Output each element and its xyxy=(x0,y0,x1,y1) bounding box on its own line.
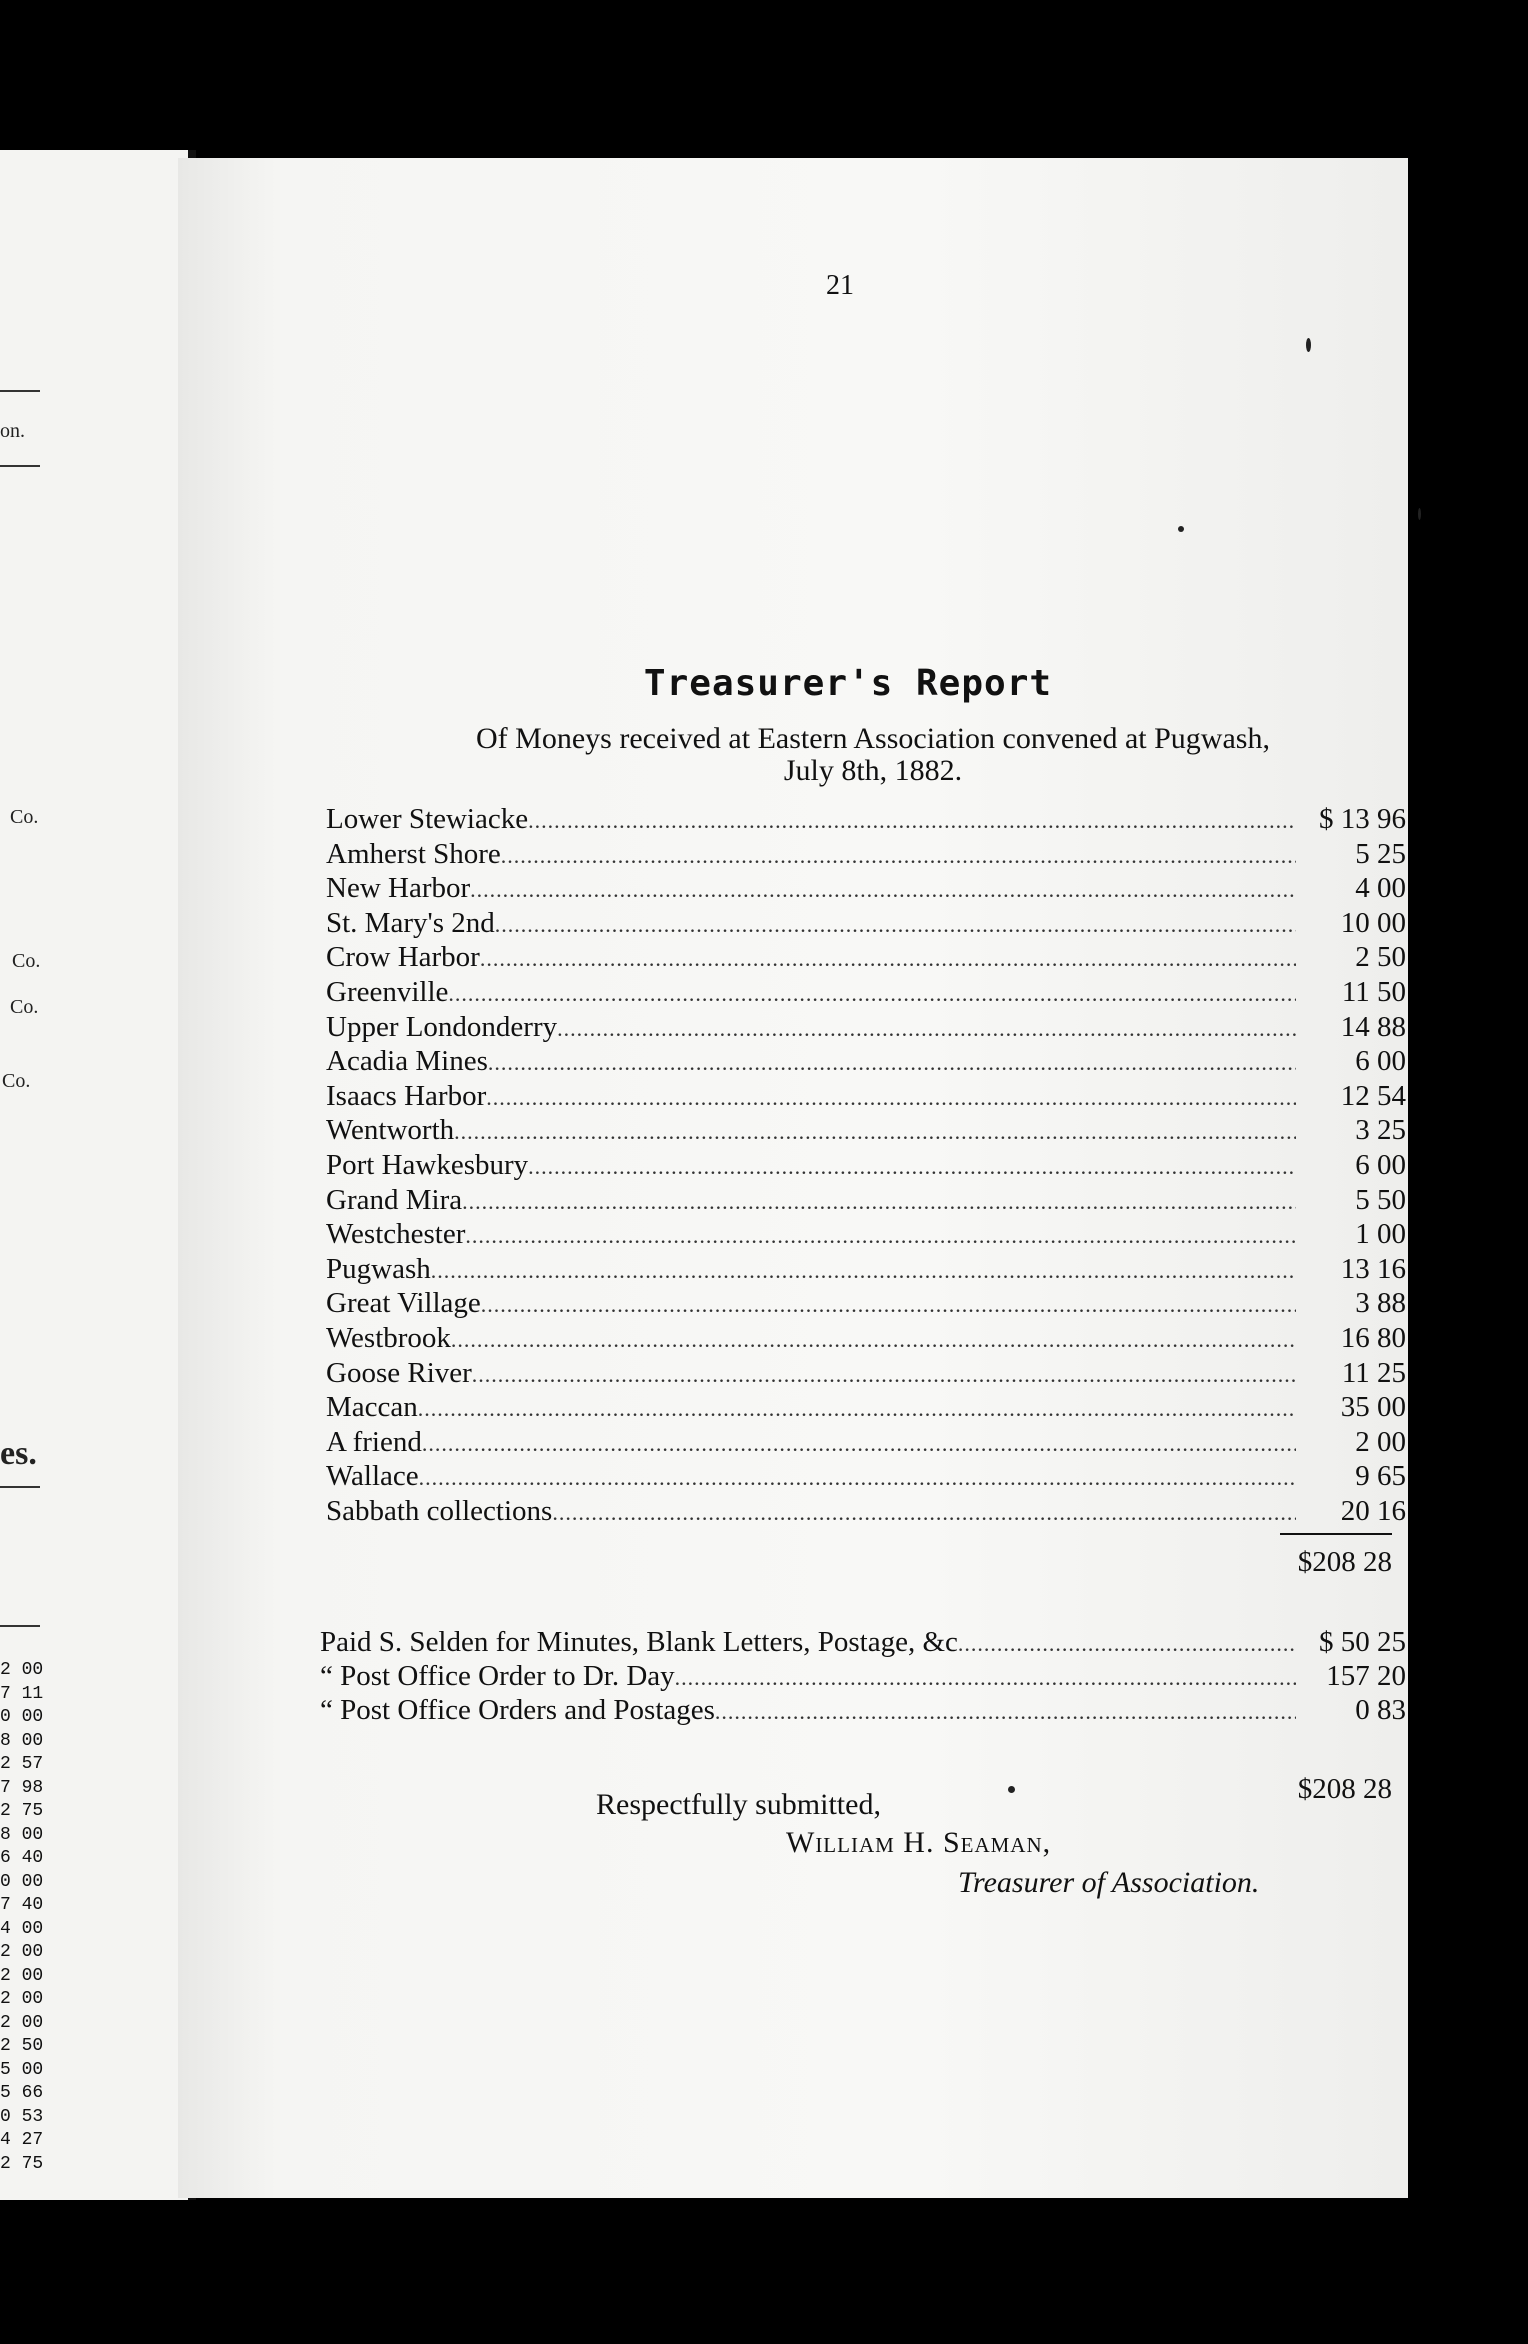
leader-dots xyxy=(462,1189,1296,1215)
row-label: Maccan xyxy=(326,1391,418,1424)
fragment-text: es. xyxy=(0,1435,37,1472)
fragment-number: 2 00 xyxy=(0,1660,44,1680)
leader-dots xyxy=(958,1631,1296,1657)
row-label: St. Mary's 2nd xyxy=(326,906,495,939)
receipt-row xyxy=(326,1357,1406,1392)
leader-dots xyxy=(480,946,1296,972)
receipt-row xyxy=(326,1011,1406,1046)
divider xyxy=(0,1486,40,1488)
row-label: Goose River xyxy=(326,1356,472,1389)
receipt-row xyxy=(326,1460,1406,1495)
signatory-role: Treasurer of Association. xyxy=(958,1866,1260,1899)
receipt-row xyxy=(326,1253,1406,1288)
receipt-row xyxy=(326,1391,1406,1426)
receipt-row xyxy=(326,1080,1406,1115)
receipt-row xyxy=(326,1114,1406,1149)
row-label: New Harbor xyxy=(326,872,471,905)
fragment-number: 0 00 xyxy=(0,1707,44,1727)
receipt-row xyxy=(326,1149,1406,1184)
row-amount: 6 00 xyxy=(1355,1148,1406,1181)
row-amount: 2 50 xyxy=(1355,941,1406,974)
leader-dots xyxy=(465,1223,1296,1249)
fragment-number: 8 00 xyxy=(0,1824,44,1845)
fragment-number: 7 40 xyxy=(0,1895,44,1915)
row-label: Westchester xyxy=(326,1218,466,1251)
row-amount: 5 25 xyxy=(1355,837,1406,870)
leader-dots xyxy=(448,981,1296,1007)
report-subtitle xyxy=(328,723,1418,787)
row-amount: 1 00 xyxy=(1355,1218,1406,1251)
row-amount: $ 13 96 xyxy=(1319,803,1406,835)
subtitle-date: July 8th, 1882. xyxy=(783,754,963,787)
fragment-number: 0 53 xyxy=(0,2106,44,2127)
leader-dots xyxy=(528,808,1296,834)
receipts-total: $208 28 xyxy=(1297,1546,1392,1578)
payment-row xyxy=(320,1660,1406,1694)
leader-dots xyxy=(488,1050,1296,1076)
receipt-row xyxy=(326,1287,1406,1322)
receipt-row xyxy=(326,1045,1406,1080)
row-amount: 12 54 xyxy=(1340,1079,1406,1112)
receipt-row xyxy=(326,872,1406,907)
row-amount: 13 16 xyxy=(1340,1252,1406,1285)
row-label: Acadia Mines xyxy=(326,1045,488,1078)
report-page xyxy=(178,158,1408,2198)
fragment-number: 2 00 xyxy=(0,1965,44,1986)
row-amount: 14 88 xyxy=(1340,1010,1406,1043)
row-amount: 11 50 xyxy=(1341,975,1406,1008)
row-label: Grand Mira xyxy=(326,1183,463,1216)
leader-dots xyxy=(675,1665,1296,1691)
fragment-number: 7 11 xyxy=(0,1683,44,1704)
row-amount: 3 25 xyxy=(1355,1114,1406,1147)
row-amount: $ 50 25 xyxy=(1319,1626,1406,1658)
leader-dots xyxy=(451,1327,1296,1353)
print-speck xyxy=(1008,1786,1015,1793)
receipt-row xyxy=(326,1184,1406,1219)
row-amount: 5 50 xyxy=(1355,1183,1406,1216)
fragment-text: Co. xyxy=(2,1070,31,1092)
row-amount: 2 00 xyxy=(1355,1425,1406,1458)
row-label: “ Post Office Orders and Postages xyxy=(320,1694,715,1726)
receipt-row xyxy=(326,838,1406,873)
leader-dots xyxy=(419,1465,1296,1491)
row-label: Great Village xyxy=(326,1287,481,1320)
report-title: Treasurer's Report xyxy=(643,663,1053,704)
receipt-row xyxy=(326,1426,1406,1461)
row-amount: 0 83 xyxy=(1355,1694,1406,1726)
row-amount: 6 00 xyxy=(1355,1045,1406,1078)
row-amount: 10 00 xyxy=(1340,906,1406,939)
leader-dots xyxy=(557,1016,1296,1042)
leader-dots xyxy=(454,1119,1296,1145)
subtitle-line: Of Moneys received at Eastern Association convened at Pugwash, xyxy=(476,722,1270,755)
receipt-row xyxy=(326,803,1406,838)
fragment-number: 5 66 xyxy=(0,2083,44,2103)
row-label: Westbrook xyxy=(326,1321,451,1354)
fragment-number: 6 40 xyxy=(0,1848,44,1868)
fragment-text: Co. xyxy=(10,996,39,1018)
row-label: Lower Stewiacke xyxy=(326,803,529,835)
row-amount: 11 25 xyxy=(1341,1356,1406,1389)
print-speck xyxy=(1306,338,1311,352)
leader-dots xyxy=(715,1699,1296,1725)
adjacent-page-fragment xyxy=(0,150,188,2200)
fragment-number: 2 75 xyxy=(0,1801,44,1821)
leader-dots xyxy=(501,843,1296,869)
row-label: Greenville xyxy=(326,975,449,1008)
receipt-row xyxy=(326,1218,1406,1253)
fragment-text: Co. xyxy=(12,950,41,972)
leader-dots xyxy=(431,1258,1296,1284)
fragment-number: 2 00 xyxy=(0,1942,44,1962)
print-speck xyxy=(1418,508,1421,520)
row-amount: 4 00 xyxy=(1355,872,1406,905)
divider xyxy=(0,1625,40,1627)
payment-row xyxy=(320,1694,1406,1728)
leader-dots xyxy=(552,1500,1296,1526)
leader-dots xyxy=(495,912,1296,938)
receipt-row xyxy=(326,1495,1406,1530)
receipt-row xyxy=(326,976,1406,1011)
fragment-text: on. xyxy=(0,420,25,442)
fragment-text: Co. xyxy=(10,806,39,828)
row-amount: 20 16 xyxy=(1340,1494,1406,1527)
leader-dots xyxy=(528,1154,1296,1180)
row-label: Amherst Shore xyxy=(326,837,501,870)
row-label: Port Hawkesbury xyxy=(326,1148,529,1181)
closing-line: Respectfully submitted, xyxy=(596,1788,881,1821)
print-speck xyxy=(1178,526,1184,532)
row-label: Upper Londonderry xyxy=(326,1010,558,1043)
receipt-row xyxy=(326,907,1406,942)
leader-dots xyxy=(472,1362,1296,1388)
leader-dots xyxy=(470,877,1296,903)
row-amount: 157 20 xyxy=(1326,1660,1406,1692)
row-label: Sabbath collections xyxy=(326,1494,553,1527)
fragment-number: 7 98 xyxy=(0,1777,44,1798)
payments-total: $208 28 xyxy=(1297,1773,1392,1805)
fragment-number: 2 00 xyxy=(0,1989,44,2009)
row-amount: 16 80 xyxy=(1340,1321,1406,1354)
row-label: “ Post Office Order to Dr. Day xyxy=(320,1660,675,1692)
payments-list xyxy=(320,1626,1406,1728)
fragment-number: 4 00 xyxy=(0,1918,44,1939)
receipts-list xyxy=(326,803,1406,1529)
row-label: Wentworth xyxy=(326,1114,455,1147)
fragment-number: 8 00 xyxy=(0,1730,44,1751)
signatory-name: William H. Seaman, xyxy=(786,1826,1052,1859)
row-amount: 9 65 xyxy=(1355,1460,1406,1493)
row-label: Wallace xyxy=(326,1460,419,1493)
fragment-number: 0 00 xyxy=(0,1871,44,1892)
divider xyxy=(0,390,40,392)
row-label: Paid S. Selden for Minutes, Blank Letters, Postage, &c xyxy=(320,1626,958,1658)
fragment-number: 4 27 xyxy=(0,2130,44,2150)
leader-dots xyxy=(422,1431,1296,1457)
row-amount: 35 00 xyxy=(1340,1391,1406,1424)
fragment-number: 2 00 xyxy=(0,2012,44,2033)
row-label: Pugwash xyxy=(326,1252,431,1285)
row-label: Crow Harbor xyxy=(326,941,480,974)
total-rule xyxy=(1280,1533,1392,1535)
row-label: Isaacs Harbor xyxy=(326,1079,487,1112)
row-label: A friend xyxy=(326,1425,422,1458)
row-amount: 3 88 xyxy=(1355,1287,1406,1320)
fragment-number: 2 57 xyxy=(0,1754,44,1774)
leader-dots xyxy=(481,1292,1296,1318)
fragment-number: 5 00 xyxy=(0,2059,44,2080)
divider xyxy=(0,465,40,467)
payment-row xyxy=(320,1626,1406,1660)
leader-dots xyxy=(486,1085,1296,1111)
receipt-row xyxy=(326,941,1406,976)
receipt-row xyxy=(326,1322,1406,1357)
page-number: 21 xyxy=(826,270,854,301)
fragment-number: 2 50 xyxy=(0,2036,44,2056)
fragment-number: 2 75 xyxy=(0,2153,44,2174)
leader-dots xyxy=(418,1396,1296,1422)
